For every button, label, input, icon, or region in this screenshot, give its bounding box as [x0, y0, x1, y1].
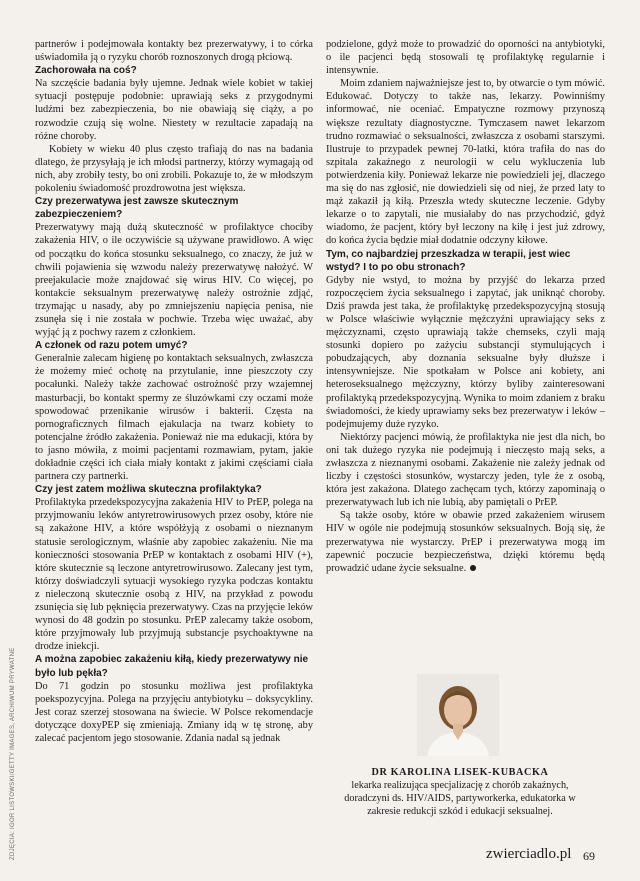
paragraph: Generalnie zalecam higienę po kontaktach seksualnych, zwłaszcza że możemy mieć ochotę na przytulanie, inne pieszczoty czy pocałunki. Należy także zachować ostrożność przy wzajemnej masturbacji, bo kontakt spermy ze śluzówkami czy oczami może spowodować przenikanie wirusów i bakterii. Częsta na pornograficznych filmach ejakulacja na twarz kobiety to potencjalne źródło zakażenia. Ponieważ nie ma edukacji, która by to jasno mówiła, z moimi pacjentami rozmawiam, pytam, jakie dokładnie części ich ciała miały kontakt z jakimi częściami ciała partnera czy partnerki.	[35, 353, 313, 483]
left-column	[35, 38, 313, 745]
paragraph-text: Są także osoby, które w obawie przed zakażeniem wirusem HIV w ogóle nie podejmują stosunków seksualnych. Boją się, że prezerwatywa nie wystarczy. PrEP i prezerwatywa mogą im zapewnić poczucie bezpieczeństwa, dzięki któremu będą prowadzić udane życie seksualne.	[326, 510, 605, 574]
paragraph: Moim zdaniem najważniejsze jest to, by otwarcie o tym mówić. Edukować. Dotyczy to także nas, lekarzy. Powinniśmy informować, nie oceniać. Empatyczne rozmowy przynoszą większe rezultaty diagnostyczne. Tymczasem nawet lekarzom trudno rozmawiać o seksualności, zwłaszcza z osobami starszymi. Ilustruje to przypadek pewnej 70-latki, która trafiła do nas do szpitala zakaźnego z neurologii w celu wykluczenia lub potwierdzenia kiły. Ponieważ lekarze nie powiedzieli jej, dlaczego ma się do nas zgłosić, nie dowiedzieli się od niej, że przed laty to mąż zakaził ją kiłą. Przeszła wtedy skuteczne leczenie. Gdyby lekarze o to zapytali, nie musiałaby do nas przychodzić, gdyż wiadomo, że pacjent, który był leczony na kiłę i jest już zdrowy, do końca życia będzie miał dodatnie odczyny kiłowe.	[326, 78, 605, 247]
photo-credit: ZDJĘCIA: IGOR LISTOWSKI/GETTY IMAGES, ARCHIWUM PRYWATNE	[10, 647, 16, 860]
paragraph: Kobiety w wieku 40 plus często trafiają do nas na badania dlatego, że przysyłają je ich młodsi partnerzy, którzy wymagają od nich, aby zrobiły testy, bo oni zrobili. Pokazuje to, że w młodszym pokoleniu świadomość prozdrowotna jest większa.	[35, 143, 313, 195]
author-photo	[417, 674, 499, 756]
interview-question: A można zapobiec zakażeniu kiłą, kiedy prezerwatywy nie było lub pękła?	[35, 654, 309, 679]
paragraph: partnerów i podejmowała kontakty bez prezerwatywy, i to córka uświadomiła ją o ryzyku chorób roznoszonych drogą płciową.	[35, 39, 313, 64]
interview-question: Zachorowała na coś?	[35, 65, 137, 77]
magazine-website: zwierciadlo.pl	[486, 846, 572, 862]
paragraph: Gdyby nie wstyd, to można by przyjść do lekarza przed rozpoczęciem życia seksualnego i zapytać, jak uniknąć choroby. Dziś prawda jest taka, że profilaktykę przedekspozycyjną stosują w Polsce właściwie wyłącznie mężczyźni uprawiający seks z mężczyznami, często uprawiają także chemseks, czyli mają stosunki dopiero po zażyciu substancji stymulujących i pobudzających, aby doznania seksualne były dłuższe i intensywniejsze. Nie spotkałam w Polsce ani kobiety, ani heteroseksualnego mężczyzny, którzy byliby zainteresowani profilaktyką przedekspozycyjną. Wynika to moim zdaniem z braku świadomości, że kiedy uprawiamy seks bez prezerwatyw i leków – podejmujemy duże ryzyko.	[326, 274, 605, 430]
paragraph: podzielone, gdyż może to prowadzić do oporności na antybiotyki, o ile pacjenci będą stosowali tę profilaktykę regularnie i intensywnie.	[326, 39, 605, 77]
interview-question: Czy prezerwatywa jest zawsze skutecznym zabezpieczeniem?	[35, 196, 239, 221]
interview-question: A członek od razu potem umyć?	[35, 340, 188, 352]
page-number: 69	[583, 849, 595, 863]
paragraph: Na szczęście badania były ujemne. Jednak wiele kobiet w takiej sytuacji postępuje podobnie: uprawiają seks z przygodnymi ludźmi bez zabezpieczenia, bo nie obawiają się ciąży, a po rozwodzie czują się wolne. Niestety w rezultacie zapadają na różne choroby.	[35, 78, 313, 142]
paragraph: Do 71 godzin po stosunku możliwa jest profilaktyka poekspozycyjna. Polega na przyjęciu antybiotyku – doksycykliny. Jest coraz szerzej stosowana na świecie. W Polsce rekomendacje dotyczące doxyPEP się zmieniają. Zmiany idą w tę stronę, aby zalecać pacjentom jego stosowanie. Zdania nadal są jednak	[35, 680, 313, 744]
right-column	[326, 38, 605, 575]
author-description: lekarka realizująca specjalizację z chorób zakaźnych, doradczyni ds. HIV/AIDS, partyworkerka, edukatorka w zakresie redukcji szkód i edukacji seksualnej.	[344, 780, 576, 817]
author-portrait-image	[417, 674, 499, 756]
paragraph: Profilaktyka przedekspozycyjna zakażenia HIV to PrEP, polega na przyjmowaniu leków antyretrowirusowych przez osoby, które nie są zakażone HIV, a które współżyją z osobami o nieznanym statusie serologicznym, właśnie aby zapobiec zakażeniu. Nie ma konieczności stosowania PrEP w kontaktach z osobami HIV (+), które skutecznie są leczone antyretrowirusowo. Zalecany jest tym, którzy doświadczyli sytuacji wysokiego ryzyka podczas kontaktu z nieleczoną skutecznie osobą z HIV, na przykład z powodu zsunięcia się lub pęknięcia prezerwatywy. Czas na przyjęcie leków wynosi do 48 godzin po stosunku. PrEP zalecamy także osobom, które przyjmowały lub przyjmują substancje psychoaktywne na drodze iniekcji.	[35, 497, 313, 653]
paragraph	[326, 509, 605, 574]
author-name: DR KAROLINA LISEK-KUBACKA	[371, 767, 549, 778]
end-of-article-mark	[470, 565, 476, 571]
paragraph: Niektórzy pacjenci mówią, że profilaktyka nie jest dla nich, bo oni tak dużego ryzyka nie podejmują i nieczęsto mają seks, a zwłaszcza z nieznanymi osobami. Zakażenie nie zależy jednak od liczby i częstości stosunków, wystarczy jeden, tyle że z osobą, która jest zakażona. Dlatego zachęcam tych, którzy zapominają o prezerwatywach lub ich nie lubią, aby pamiętali o PrEP.	[326, 431, 605, 509]
author-bio	[340, 766, 580, 818]
interview-question: Tym, co najbardziej przeszkadza w terapii, jest wiec wstyd? I to po obu stronach?	[326, 248, 571, 273]
paragraph: Prezerwatywy mają dużą skuteczność w profilaktyce chociby zakażenia HIV, o ile oczywiście są używane prawidłowo. A więc od początku do końca stosunku seksualnego, co znaczy, że już w chwili pojawienia się wzwodu należy prezerwatywę nałożyć. W preejakulacie może znajdować się wirus HIV. Co więcej, po kontakcie seksualnym prezerwatywę należy ostrożnie zdjąć, trzymając u nasady, aby po zmniejszeniu napięcia penisa, nie zsunęła się i nie została w pochwie. Trzeba więc uważać, aby wyjąć ją z pochwy razem z członkiem.	[35, 222, 313, 339]
interview-question: Czy jest zatem możliwa skuteczna profilaktyka?	[35, 484, 262, 496]
